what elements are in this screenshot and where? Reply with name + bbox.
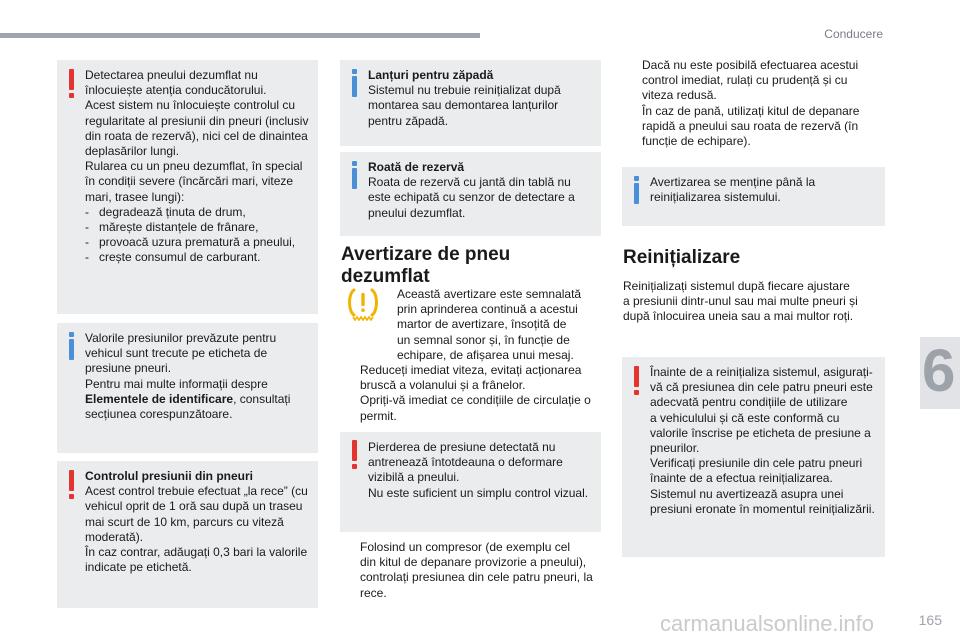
info-box-spare-wheel — [340, 152, 601, 236]
info-box-snow-chains — [340, 60, 601, 146]
info-box-text: Lanțuri pentru zăpadă Sistemul nu trebuie reinițializat după montarea sau demontarea lanțurilor pentru zăpadă. — [368, 68, 593, 129]
info-box-pressure-values — [57, 323, 318, 453]
fallback-action-list — [624, 58, 886, 149]
warning-intro-text: Această avertizare este semnalată prin aprinderea continuă a acestui martor de avertizare, însoțită de un semnal sonor și, în funcție de echipare, de afișarea unui mesaj. — [397, 287, 582, 362]
warning-box-text: Detectarea pneului dezumflat nu înlocuiește atenția conducătorului. Acest sistem nu înlocuiește controlul cu regularitate al presiunii din pneuri (inclusiv din roata de rezervă), nici cel de dinaintea deplasărilor lungi. Rularea cu un pneu dezumflat, în special în condiții severe (încărcări mari, viteze mari, trasee lungi): - degradează ținuta de drum, - mărește distanțele de frânare, - provoacă uzura prematură a pneului, - crește consumul de carburant. — [85, 68, 309, 265]
warning-box-pressure-check — [57, 461, 318, 608]
warning-action-list — [342, 363, 604, 424]
warning-icon — [65, 470, 79, 498]
watermark: carmanualsonline.info — [660, 611, 875, 636]
tyre-pressure-warning-icon — [345, 287, 381, 321]
info-box-text: Avertizarea se menține până la reinițializarea sistemului. — [650, 175, 816, 205]
warning-box-text: Pierderea de presiune detectată nu antrenează întotdeauna o deformare vizibilă a pneului. Nu este suficient un simplu control vizual. — [368, 440, 589, 500]
section-title-reset: Reinițializare — [623, 247, 741, 268]
list-item: Reduceți imediat viteza, evitați acționarea bruscă a volanului și a frânelor. — [360, 363, 582, 393]
list-item: Dacă nu este posibilă efectuarea acestui control imediat, rulați cu prudență și cu viteza redusă. — [642, 58, 859, 103]
box-heading: Roată de rezervă — [368, 160, 465, 174]
warning-box-deflated-tyre — [57, 60, 318, 314]
info-icon — [65, 332, 79, 360]
warning-box-text: Controlul presiunii din pneuri Acest control trebuie efectuat „la rece” (cu vehicul oprit de 1 oră sau după un traseu mai scurt de 10 km, parcurs cu viteză moderată). În caz contrar, adăugați 0,3 bari la valorile indicate pe etichetă. — [85, 469, 310, 575]
info-icon — [348, 161, 362, 189]
chapter-title: Conducere — [824, 27, 883, 41]
warning-icon — [65, 69, 79, 97]
info-box-warning-persists — [622, 167, 885, 226]
warning-box-before-reset — [622, 357, 885, 557]
section-title-warning: Avertizare de pneu dezumflat — [341, 244, 511, 287]
chapter-tab — [920, 337, 960, 409]
list-item: Opriți-vă imediat ce condițiile de circulație o permit. — [360, 393, 591, 423]
warning-box-pressure-loss — [340, 432, 601, 532]
box-heading: Controlul presiunii din pneuri — [85, 469, 253, 483]
page-number: 165 — [918, 612, 942, 628]
list-item: În caz de pană, utilizați kitul de depanare rapidă a pneului sau roata de rezervă (în funcție de echipare). — [642, 103, 860, 149]
box-heading: Lanțuri pentru zăpadă — [368, 68, 494, 82]
info-box-text: Valorile presiunilor prevăzute pentru vehicul sunt trecute pe eticheta de presiune pneuri. Pentru mai multe informații despre Elementele de identificare, consultați secțiunea corespunzătoare. — [85, 331, 291, 422]
info-icon — [348, 69, 362, 97]
list-item: Folosind un compresor (de exemplu cel din kitul de depanare provizorie a pneului), controlați presiunea din cele patru pneuri, la rece. — [360, 540, 593, 600]
info-icon — [630, 176, 644, 204]
header-rule — [0, 33, 480, 38]
info-box-text: Roată de rezervă Roata de rezervă cu jantă din tablă nu este echipată cu senzor de detectare a pneului dezumflat. — [368, 160, 593, 221]
reset-paragraph: Reinițializați sistemul după fiecare ajustare a presiunii dintr-unul sau mai multe pneuri și după înlocuirea uneia sau a mai multor roți. — [623, 279, 858, 324]
chapter-number: 6 — [922, 337, 956, 404]
identification-elements-ref: Elementele de identificare — [85, 391, 234, 406]
compressor-instruction — [342, 540, 604, 601]
warning-icon — [348, 440, 362, 468]
warning-box-text: Înainte de a reinițializa sistemul, asigurați- vă că presiunea din cele patru pneuri este adecvată pentru condițiile de utilizare a vehiculului și că este conformă cu valorile înscrise pe eticheta de presiune a pneurilor. Verificați presiunile din cele patru pneuri înainte de a efectua reinițializarea. Sistemul nu avertizează asupra unei presiuni eronate în momentul reinițializării. — [650, 365, 875, 516]
warning-icon — [630, 366, 644, 394]
